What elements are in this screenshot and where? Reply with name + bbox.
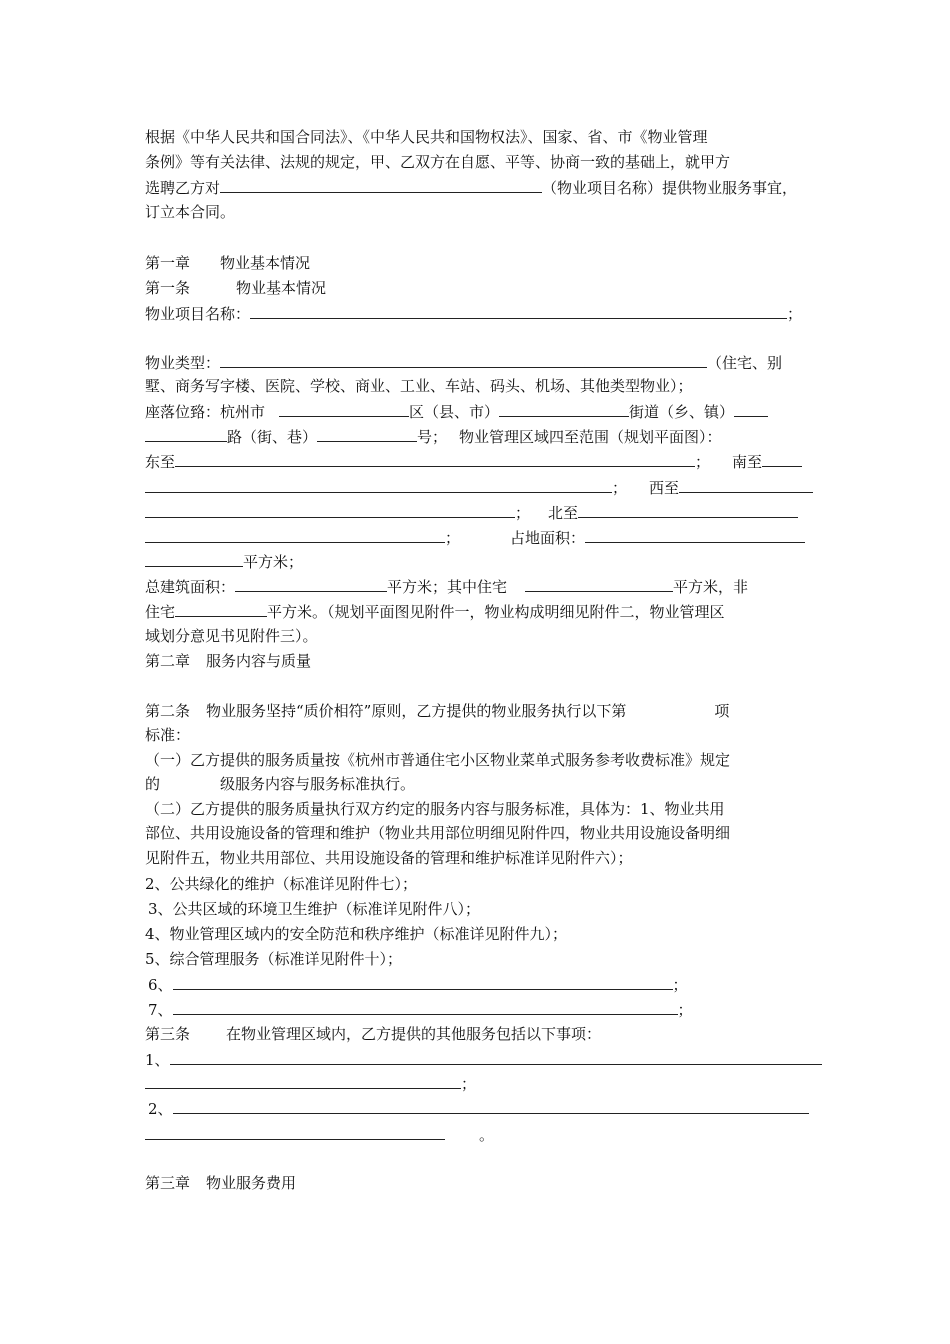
text: ； [461, 1075, 477, 1093]
north-line [145, 525, 805, 549]
text: ； [672, 976, 688, 994]
blank[interactable] [279, 399, 409, 417]
blank[interactable] [175, 599, 267, 617]
blank[interactable] [525, 574, 673, 592]
text: 北至 [548, 504, 579, 522]
east-line [145, 449, 802, 473]
text: 1、 [145, 1051, 170, 1069]
blank[interactable] [235, 574, 387, 592]
list-item: 2、公共绿化的维护（标准详见附件七）； [145, 875, 418, 893]
text: ； [695, 453, 711, 471]
list-item: 3、公共区域的环境卫生维护（标准详见附件八）； [148, 900, 481, 918]
blank[interactable] [145, 500, 515, 518]
intro-line: 根据《中华人民共和国合同法》、《中华人民共和国物权法》、国家、省、市《物业管理 [145, 128, 708, 146]
article-1-heading [145, 276, 326, 300]
text: 住宅 [145, 603, 176, 621]
blank[interactable] [145, 549, 243, 567]
blank[interactable] [499, 399, 629, 417]
text: 平方米。（规划平面图见附件一，物业构成明细见附件二，物业管理区 [267, 603, 725, 621]
text: 路（街、巷） [227, 428, 318, 446]
text: 的 [145, 775, 161, 793]
blank[interactable] [145, 475, 612, 493]
text: 平方米，非 [673, 578, 749, 596]
text: 街道（乡、镇） [629, 403, 735, 421]
text: 标准： [145, 726, 191, 744]
list-item: 5、综合管理服务（标准详见附件十）； [145, 950, 403, 968]
location-line-2 [145, 424, 722, 448]
list-item [148, 997, 693, 1021]
chapter-3-heading [145, 1171, 296, 1195]
text: 南至 [732, 453, 763, 471]
article-3 [145, 1022, 601, 1046]
chapter-1-heading [145, 251, 310, 275]
text: 服务内容与质量 [206, 652, 312, 670]
text: 总建筑面积： [145, 578, 236, 596]
text: 物业管理区域四至范围（规划平面图）： [459, 428, 722, 446]
text: 物业项目名称： [145, 305, 251, 323]
p1-line [145, 772, 415, 796]
blank[interactable] [317, 424, 417, 442]
text: （二）乙方提供的服务质量执行双方约定的服务内容与服务标准，具体为：1、物业共用 [145, 800, 725, 818]
text: ； [677, 1001, 693, 1019]
west-line [145, 500, 798, 524]
blank[interactable] [585, 525, 805, 543]
project-name-line [145, 301, 802, 325]
list-item-cont [145, 1071, 476, 1095]
total-area-line [145, 574, 748, 598]
text: 第三条 [145, 1025, 191, 1043]
text: ； [445, 529, 461, 547]
text: 号； [417, 428, 448, 446]
text: 级服务内容与服务标准执行。 [220, 775, 416, 793]
text: （物业项目名称）提供物业服务事宜， [542, 179, 798, 197]
type-line [145, 350, 782, 374]
intro-line: 订立本合同。 [145, 203, 236, 221]
text: 物业服务坚持“质价相符”原则，乙方提供的物业服务执行以下第 [206, 702, 627, 720]
text: 选聘乙方对 [145, 179, 221, 197]
text: 区（县、市） [409, 403, 500, 421]
text: 第二条 [145, 702, 191, 720]
text: 西至 [649, 479, 680, 497]
blank[interactable] [250, 301, 787, 319]
article-2 [145, 699, 729, 723]
list-item [148, 972, 688, 996]
text: 占地面积： [510, 529, 586, 547]
list-item: 4、物业管理区域内的安全防范和秩序维护（标准详见附件九）； [145, 925, 568, 943]
blank[interactable] [175, 449, 695, 467]
text: 见附件五，物业共用部位、共用设施设备的管理和维护标准详见附件六）； [145, 849, 633, 867]
blank[interactable] [145, 525, 445, 543]
blank[interactable] [762, 449, 802, 467]
intro-line: 条例》等有关法律、法规的规定，甲、乙双方在自愿、平等、协商一致的基础上，就甲方 [145, 153, 731, 171]
text: 6、 [148, 976, 173, 994]
blank[interactable] [145, 1071, 461, 1089]
text: 物业基本情况 [236, 279, 327, 297]
text: 。 [479, 1126, 495, 1144]
text: 项 [714, 702, 730, 720]
blank[interactable] [173, 997, 678, 1015]
chapter-2-heading [145, 649, 311, 673]
blank[interactable] [679, 475, 813, 493]
land-area-line [145, 549, 303, 573]
text: 平方米；其中住宅 [387, 578, 508, 596]
text: 物业基本情况 [220, 254, 311, 272]
text: 第二章 [145, 652, 191, 670]
blank[interactable] [170, 1047, 822, 1065]
attach-note: 域划分意见书见附件三）。 [145, 627, 318, 645]
non-res-line [145, 599, 725, 623]
text: 第一章 [145, 254, 191, 272]
text: 部位、共用设施设备的管理和维护（物业共用部位明细见附件四，物业共用设施设备明细 [145, 824, 731, 842]
text: ； [787, 305, 803, 323]
text: 在物业管理区域内，乙方提供的其他服务包括以下事项： [226, 1025, 602, 1043]
blank[interactable] [220, 350, 707, 368]
location-line [145, 399, 768, 423]
blank[interactable] [173, 1096, 809, 1114]
text: 7、 [148, 1001, 173, 1019]
blank[interactable] [145, 424, 227, 442]
text: （住宅、别 [707, 354, 783, 372]
blank[interactable] [145, 1122, 445, 1140]
text: 第三章 [145, 1174, 191, 1192]
intro-line [145, 175, 797, 199]
blank[interactable] [578, 500, 798, 518]
text: 物业服务费用 [206, 1174, 297, 1192]
blank-project-name[interactable] [220, 175, 542, 193]
text: ； [515, 504, 531, 522]
list-item [148, 1096, 809, 1120]
type-hint: 墅、商务写字楼、医院、学校、商业、工业、车站、码头、机场、其他类型物业）； [145, 377, 693, 395]
text: 第一条 [145, 279, 191, 297]
text: 座落位臵：杭州市 [145, 403, 266, 421]
text: （一）乙方提供的服务质量按《杭州市普通住宅小区物业菜单式服务参考收费标准》规定 [145, 751, 731, 769]
list-item-cont [145, 1122, 494, 1146]
text: ； [612, 479, 628, 497]
text: 物业类型： [145, 354, 221, 372]
list-item [145, 1047, 822, 1071]
blank[interactable] [734, 399, 768, 417]
text: 平方米； [243, 553, 304, 571]
blank[interactable] [173, 972, 673, 990]
text: 2、 [148, 1100, 173, 1118]
south-line [145, 475, 813, 499]
text: 东至 [145, 453, 176, 471]
